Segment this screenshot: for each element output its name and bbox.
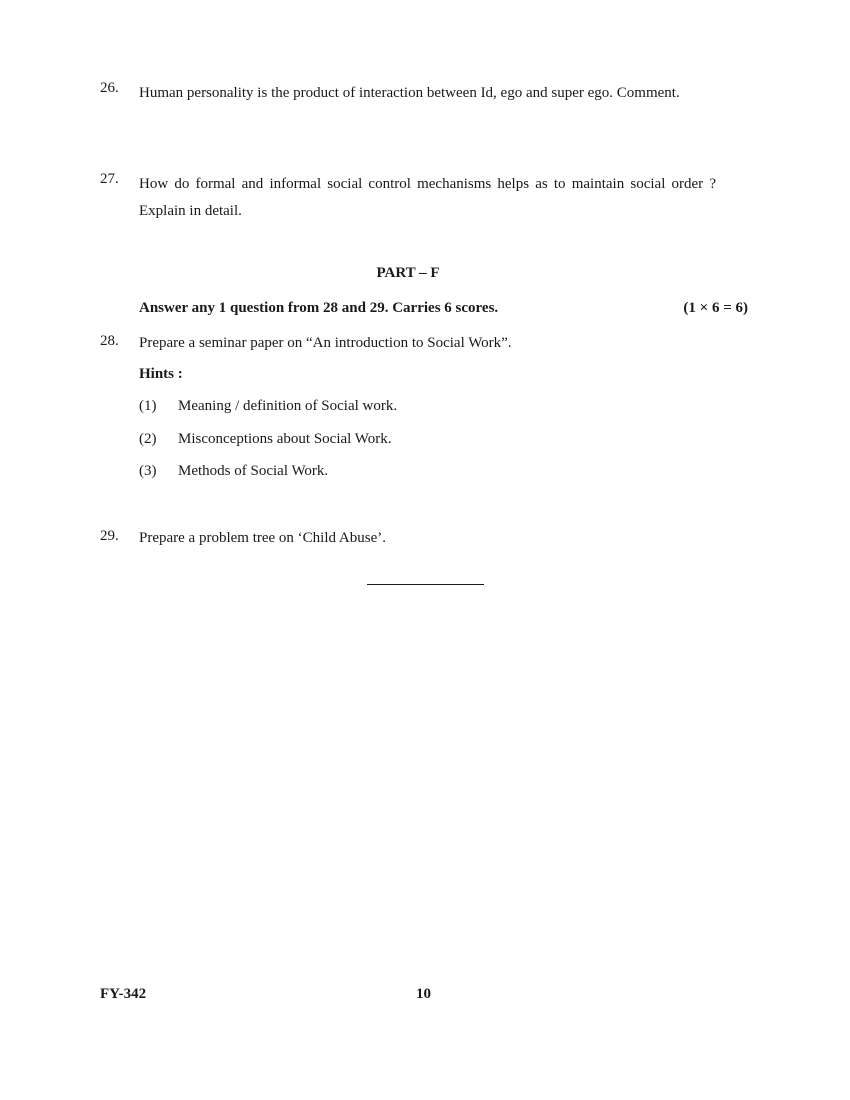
question-text: How do formal and informal social control mechanisms helps as to maintain social order ? Explain in detail. <box>139 176 716 219</box>
question-text: Prepare a seminar paper on “An introduction to Social Work”. <box>139 335 512 351</box>
question-29 <box>100 528 716 548</box>
hint-number: (1) <box>139 398 157 414</box>
question-text: Human personality is the product of interaction between Id, ego and super ego. Comment. <box>139 85 680 101</box>
paper-code: FY-342 <box>100 986 147 1002</box>
hint-text: Misconceptions about Social Work. <box>178 431 392 447</box>
hint-text: Meaning / definition of Social work. <box>178 398 398 414</box>
hint-number: (3) <box>139 463 157 479</box>
hint-text: Methods of Social Work. <box>178 463 329 479</box>
marks-allocation: (1 × 6 = 6) <box>683 300 748 316</box>
part-title: PART – F <box>376 265 440 281</box>
question-text: Prepare a problem tree on ‘Child Abuse’. <box>139 530 387 546</box>
hint-item <box>139 398 397 415</box>
hint-item <box>139 431 392 448</box>
end-divider <box>367 584 484 585</box>
question-number: 28. <box>100 333 119 349</box>
question-26 <box>100 80 716 107</box>
page-number: 10 <box>416 986 431 1002</box>
question-27 <box>100 171 716 225</box>
hint-number: (2) <box>139 431 157 447</box>
question-number: 29. <box>100 528 119 544</box>
instruction-text: Answer any 1 question from 28 and 29. Carries 6 scores. <box>139 300 499 316</box>
hints-label: Hints : <box>139 366 183 382</box>
question-number: 27. <box>100 171 119 187</box>
question-number: 26. <box>100 80 119 96</box>
section-instruction <box>139 300 748 317</box>
hint-item <box>139 463 328 480</box>
question-28 <box>100 333 716 353</box>
